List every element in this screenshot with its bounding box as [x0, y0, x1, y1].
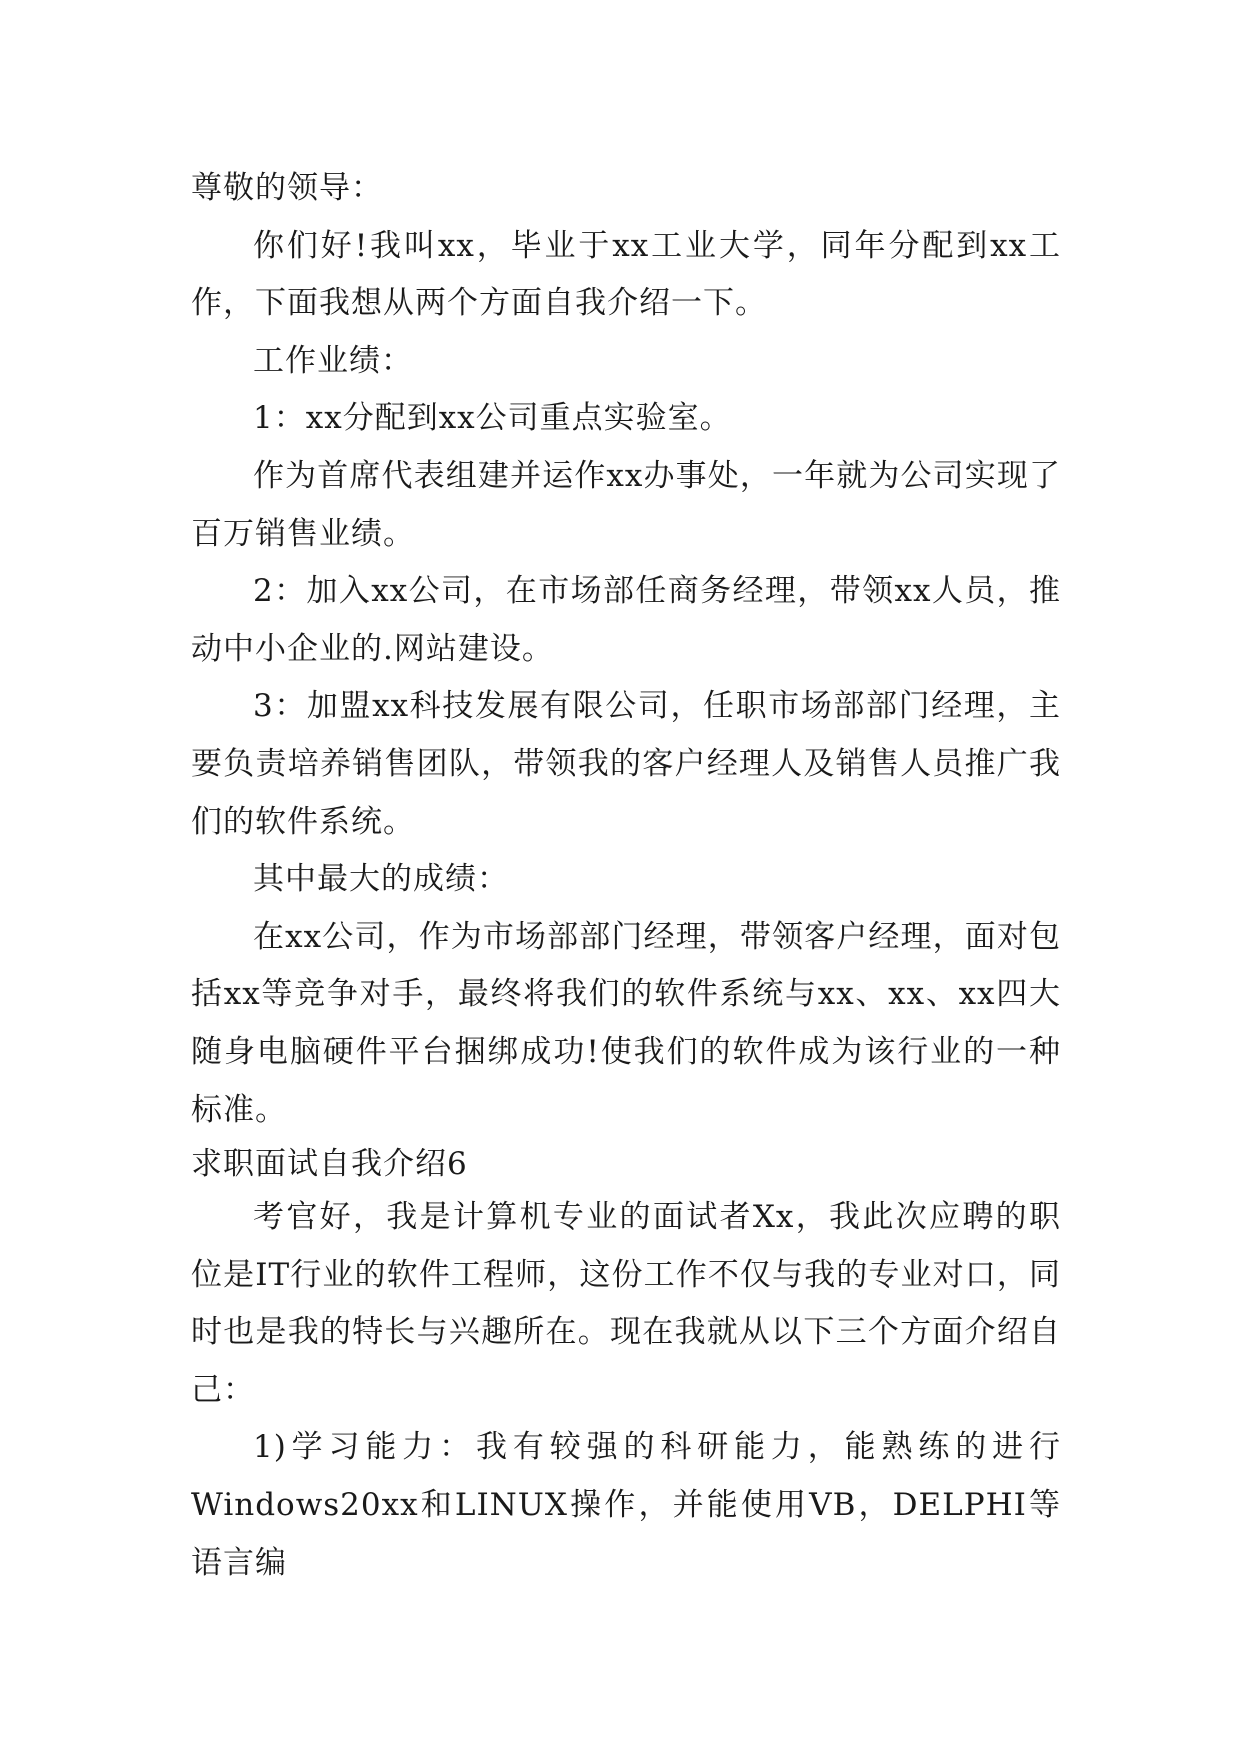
salutation: 尊敬的领导：	[191, 170, 383, 206]
achievement-item-2: 2：加入xx公司，在市场部任商务经理，带领xx人员，推动中小企业的.网站建设。	[191, 573, 1061, 667]
ability-1-paragraph: 1)学习能力：我有较强的科研能力，能熟练的进行Windows20xx和LINUX操作，并能使用VB，DELPHI等语言编	[191, 1429, 1061, 1581]
achievements-title: 工作业绩：	[253, 342, 413, 379]
achievement-item-3: 3：加盟xx科技发展有限公司，任职市场部部门经理，主要负责培养销售团队，带领我的客户经理人及销售人员推广我们的软件系统。	[191, 688, 1061, 840]
achievement-item-1: 1：xx分配到xx公司重点实验室。	[253, 400, 732, 437]
document-body	[191, 160, 1061, 1592]
greatest-achievement-detail: 在xx公司，作为市场部部门经理，带领客户经理，面对包括xx等竞争对手，最终将我们的软件系统与xx、xx、xx四大随身电脑硬件平台捆绑成功!使我们的软件成为该行业的一种标准。	[191, 918, 1061, 1128]
achievement-item-1-detail: 作为首席代表组建并运作xx办事处，一年就为公司实现了百万销售业绩。	[191, 457, 1061, 552]
greatest-achievement-title: 其中最大的成绩：	[253, 861, 509, 898]
intro-paragraph: 考官好，我是计算机专业的面试者Xx，我此次应聘的职位是IT行业的软件工程师，这份工作不仅与我的专业对口，同时也是我的特长与兴趣所在。现在我就从以下三个方面介绍自己：	[191, 1199, 1061, 1408]
section-heading: 求职面试自我介绍6	[191, 1146, 468, 1183]
greeting-paragraph: 你们好!我叫xx，毕业于xx工业大学，同年分配到xx工作，下面我想从两个方面自我介绍一下。	[191, 227, 1061, 322]
